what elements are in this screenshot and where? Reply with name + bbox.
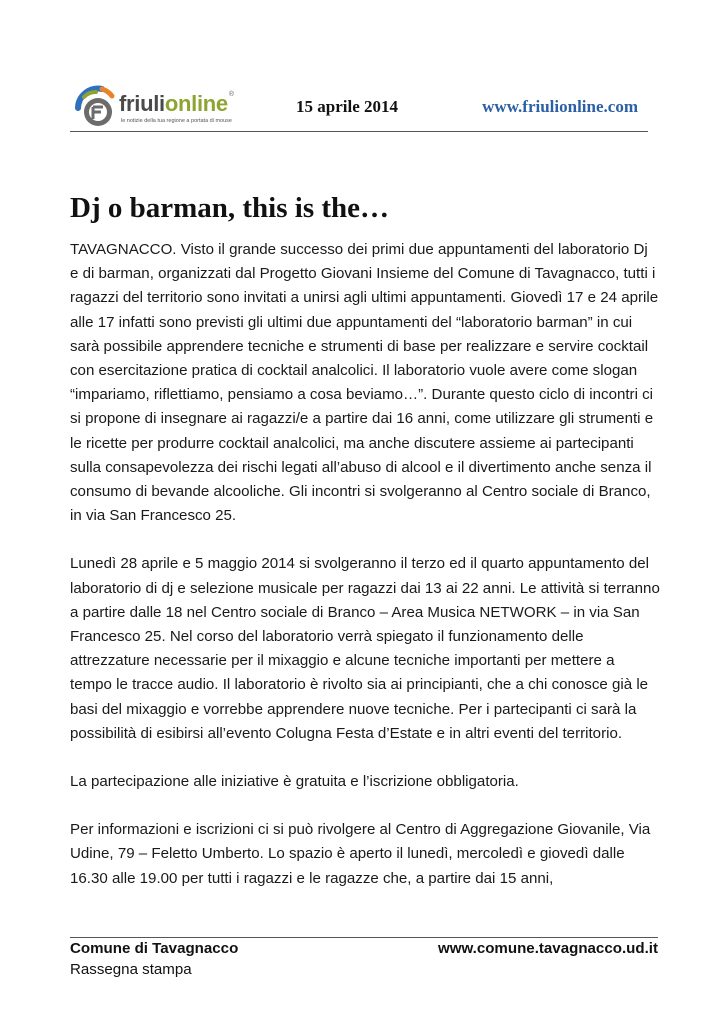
logo-registered-mark: ® — [228, 91, 234, 98]
article-paragraph: Lunedì 28 aprile e 5 maggio 2014 si svolgeranno il terzo ed il quarto appuntamento del laboratorio di dj e selezione musicale per ragazzi dai 13 ai 22 anni. Le attività si terranno a partire dalle 18 nel Centro sociale di Branco – Area Musica NETWORK – in via San Francesco 25. Nel corso del laboratorio verrà spiegato il funzionamento delle attrezzature necessarie per il mixaggio e alcune tecniche importanti per mettere a tempo le tracce audio. Il laboratorio è rivolto sia ai principianti, che a chi conosce già le basi del mixaggio e vorrebbe apprendere nuove tecniche. Per i partecipanti ci sarà la possibilità di esibirsi all’evento Colugna Festa d’Estate e in altri eventi del territorio. — [70, 555, 660, 742]
article-paragraph: La partecipazione alle iniziative è gratuita e l’iscrizione obbligatoria. — [70, 773, 519, 791]
page-header — [70, 80, 648, 132]
header-date: 15 aprile 2014 — [296, 97, 398, 116]
header-url-link[interactable]: www.friulionline.com — [482, 97, 638, 116]
article-body — [70, 238, 660, 915]
friulionline-logo[interactable] — [72, 82, 262, 130]
logo-word-online: online — [164, 91, 228, 116]
article-title: Dj o barman, this is the… — [70, 192, 390, 224]
logo-wordmark — [119, 91, 234, 117]
header-divider — [70, 131, 648, 132]
footer-section: Rassegna stampa — [70, 961, 192, 978]
article-paragraph: TAVAGNACCO. Visto il grande successo dei primi due appuntamenti del laboratorio Dj e di barman, organizzati dal Progetto Giovani Insieme del Comune di Tavagnacco, tutti i ragazzi del territorio sono invitati a unirsi agli ultimi appuntamenti. Giovedì 17 e 24 aprile alle 17 infatti sono previsti gli ultimi due appuntamenti del “laboratorio barman” in cui sarà possibile apprendere tecniche e strumenti di base per realizzare e servire cocktail con esercitazione pratica di cocktail analcolici. Il laboratorio vuole avere come slogan “impariamo, riflettiamo, pensiamo a cosa beviamo…”. Durante questo ciclo di incontri ci si propone di insegnare ai ragazzi/e a partire dai 16 anni, come utilizzare gli strumenti e le ricette per produrre cocktail analcolici, ma anche discutere assieme ai partecipanti sulla consapevolezza dei rischi legati all’abuso di alcool e il divertimento anche senza il consumo di bevande alcooliche. Gli incontri si svolgeranno al Centro sociale di Branco, in via San Francesco 25. — [70, 241, 659, 525]
page-footer — [70, 937, 658, 985]
logo-tagline: le notizie della tua regione a portata di mouse — [121, 118, 232, 124]
article-paragraph: Per informazioni e iscrizioni ci si può rivolgere al Centro di Aggregazione Giovanile, Via Udine, 79 – Feletto Umberto. Lo spazio è aperto il lunedì, mercoledì e giovedì dalle 16.30 alle 19.00 per tutti i ragazzi e le ragazze che, a partire dai 15 anni, — [70, 821, 651, 887]
friulionline-logo-mark-icon — [72, 82, 120, 130]
footer-divider — [70, 937, 658, 938]
logo-word-friuli: friuli — [119, 91, 165, 116]
footer-org: Comune di Tavagnacco — [70, 940, 239, 957]
footer-url-link[interactable]: www.comune.tavagnacco.ud.it — [437, 940, 658, 957]
